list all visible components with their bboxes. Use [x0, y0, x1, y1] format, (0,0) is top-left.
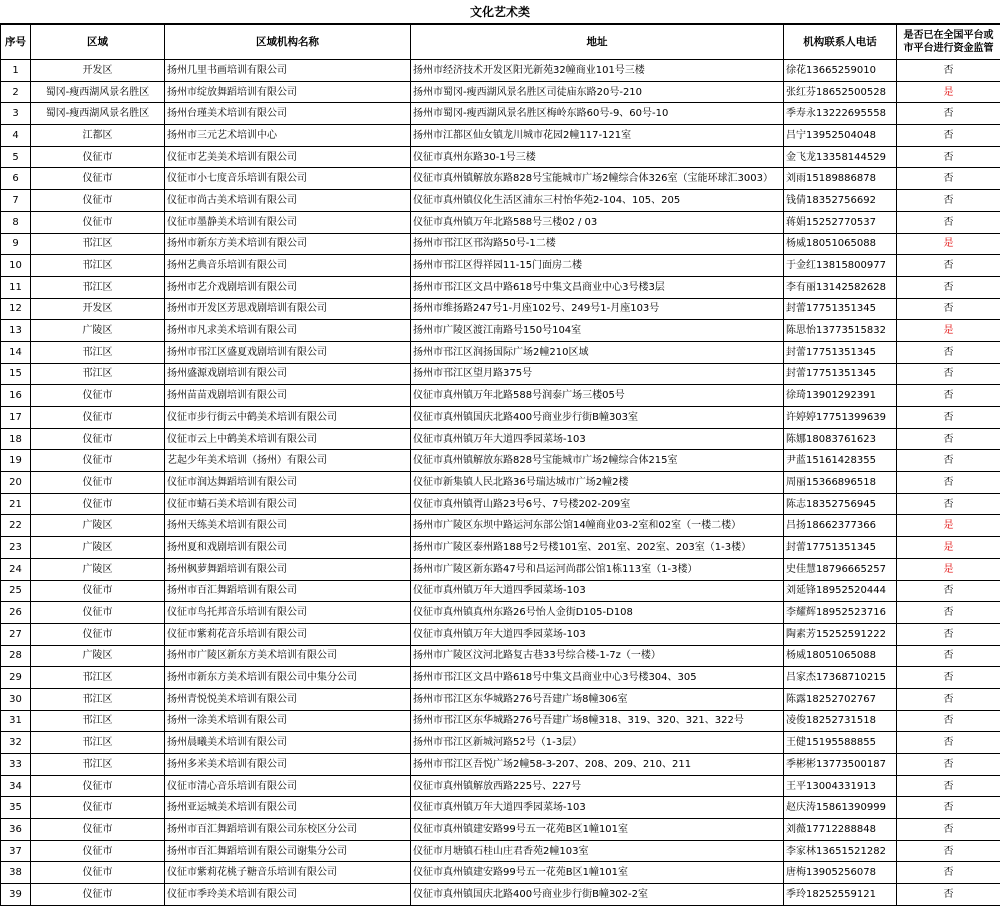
- cell-address: 仪征市真州镇建安路99号五一花苑B区1幢101室: [411, 819, 784, 841]
- cell-address: 扬州市邗江区邗沟路50号-1二楼: [411, 233, 784, 255]
- cell-address: 仪征市真州镇解放东路828号宝能城市广场2幢综合体215室: [411, 450, 784, 472]
- cell-address: 仪征市真州东路30-1号三楼: [411, 146, 784, 168]
- cell-org-name: 扬州市三元艺术培训中心: [165, 125, 411, 147]
- table-row: [1, 211, 1000, 233]
- cell-region: 蜀冈-瘦西湖风景名胜区: [31, 103, 165, 125]
- cell-contact: 陈娜18083761623: [784, 428, 897, 450]
- cell-index: 8: [1, 211, 31, 233]
- cell-org-name: 扬州市邗江区盛夏戏剧培训有限公司: [165, 341, 411, 363]
- cell-region: 邗江区: [31, 233, 165, 255]
- cell-index: 35: [1, 797, 31, 819]
- cell-index: 26: [1, 602, 31, 624]
- table-row: [1, 645, 1000, 667]
- cell-supervised: 否: [897, 472, 1000, 494]
- cell-address: 扬州市广陵区泰州路188号2号楼101室、201室、202室、203室（1-3楼）: [411, 537, 784, 559]
- cell-region: 蜀冈-瘦西湖风景名胜区: [31, 81, 165, 103]
- cell-supervised: 否: [897, 840, 1000, 862]
- table-row: [1, 60, 1000, 82]
- cell-org-name: 扬州台瑾美术培训有限公司: [165, 103, 411, 125]
- cell-address: 扬州市广陵区汶河北路复古巷33号综合楼-1-7z（一楼）: [411, 645, 784, 667]
- table-row: [1, 515, 1000, 537]
- cell-org-name: 扬州亚运城美术培训有限公司: [165, 797, 411, 819]
- cell-supervised: 否: [897, 775, 1000, 797]
- cell-supervised: 是: [897, 233, 1000, 255]
- cell-region: 邗江区: [31, 363, 165, 385]
- cell-index: 24: [1, 558, 31, 580]
- cell-org-name: 仪征市清心音乐培训有限公司: [165, 775, 411, 797]
- cell-region: 仪征市: [31, 472, 165, 494]
- cell-contact: 陈露18252702767: [784, 688, 897, 710]
- sheet-title: 文化艺术类: [0, 0, 1000, 24]
- cell-org-name: 扬州一涂美术培训有限公司: [165, 710, 411, 732]
- cell-supervised: 是: [897, 558, 1000, 580]
- cell-contact: 尹蓝15161428355: [784, 450, 897, 472]
- cell-contact: 许婷婷17751399639: [784, 407, 897, 429]
- cell-region: 仪征市: [31, 580, 165, 602]
- cell-org-name: 仪征市蜻石美术培训有限公司: [165, 493, 411, 515]
- cell-contact: 李有丽13142582628: [784, 276, 897, 298]
- cell-contact: 季彬彬13773500187: [784, 754, 897, 776]
- cell-address: 仪征市真州镇解放西路225号、227号: [411, 775, 784, 797]
- table-row: [1, 428, 1000, 450]
- cell-address: 扬州市广陵区东坝中路运河东部公馆14幢商业03-2室和02室（一楼二楼）: [411, 515, 784, 537]
- cell-region: 仪征市: [31, 146, 165, 168]
- cell-contact: 吕家杰17368710215: [784, 667, 897, 689]
- cell-address: 仪征市真州镇解放东路828号宝能城市广场2幢综合体326室（宝能环球汇3003）: [411, 168, 784, 190]
- cell-supervised: 否: [897, 819, 1000, 841]
- table-row: [1, 276, 1000, 298]
- cell-org-name: 仪征市墨静美术培训有限公司: [165, 211, 411, 233]
- table-row: [1, 341, 1000, 363]
- cell-supervised: 否: [897, 602, 1000, 624]
- cell-index: 11: [1, 276, 31, 298]
- cell-address: 扬州市广陵区新东路47号和昌运河尚郡公馆1栋113室（1-3楼）: [411, 558, 784, 580]
- cell-contact: 陈志18352756945: [784, 493, 897, 515]
- cell-region: 广陵区: [31, 320, 165, 342]
- cell-contact: 张红芬18652500528: [784, 81, 897, 103]
- cell-org-name: 扬州夏和戏剧培训有限公司: [165, 537, 411, 559]
- cell-region: 仪征市: [31, 168, 165, 190]
- header-contact: 机构联系人电话: [784, 25, 897, 60]
- table-row: [1, 103, 1000, 125]
- cell-address: 扬州市邗江区望月路375号: [411, 363, 784, 385]
- cell-address: 扬州市广陵区渡江南路号150号104室: [411, 320, 784, 342]
- table-row: [1, 710, 1000, 732]
- table-row: [1, 602, 1000, 624]
- cell-org-name: 仪征市步行街云中鹤美术培训有限公司: [165, 407, 411, 429]
- cell-supervised: 否: [897, 103, 1000, 125]
- table-row: [1, 320, 1000, 342]
- cell-address: 扬州市邗江区文昌中路618号中集文昌商业中心3号楼3层: [411, 276, 784, 298]
- cell-contact: 赵庆涛15861390999: [784, 797, 897, 819]
- cell-supervised: 是: [897, 537, 1000, 559]
- cell-org-name: 仪征市季玲美术培训有限公司: [165, 884, 411, 906]
- cell-region: 广陵区: [31, 515, 165, 537]
- cell-supervised: 否: [897, 645, 1000, 667]
- cell-address: 仪征市真州镇万年大道四季园菜场-103: [411, 580, 784, 602]
- table-row: [1, 190, 1000, 212]
- cell-address: 仪征市新集镇人民北路36号瑞达城市广场2幢2楼: [411, 472, 784, 494]
- cell-contact: 封蕾17751351345: [784, 341, 897, 363]
- cell-address: 扬州市邗江区吾悦广场2幢58-3-207、208、209、210、211: [411, 754, 784, 776]
- cell-org-name: 仪征市小七度音乐培训有限公司: [165, 168, 411, 190]
- table-row: [1, 558, 1000, 580]
- cell-region: 仪征市: [31, 775, 165, 797]
- table-row: [1, 363, 1000, 385]
- cell-index: 20: [1, 472, 31, 494]
- cell-contact: 史佳慧18796665257: [784, 558, 897, 580]
- cell-address: 仪征市真州镇真州东路26号怡人金街D105-D108: [411, 602, 784, 624]
- cell-supervised: 否: [897, 797, 1000, 819]
- cell-supervised: 否: [897, 688, 1000, 710]
- cell-index: 19: [1, 450, 31, 472]
- header-row: [1, 25, 1000, 60]
- header-org-name: 区域机构名称: [165, 25, 411, 60]
- cell-contact: 李家林13651521282: [784, 840, 897, 862]
- table-row: [1, 797, 1000, 819]
- cell-org-name: 扬州市绽放舞蹈培训有限公司: [165, 81, 411, 103]
- table-row: [1, 754, 1000, 776]
- cell-region: 仪征市: [31, 797, 165, 819]
- cell-index: 14: [1, 341, 31, 363]
- cell-supervised: 否: [897, 884, 1000, 906]
- cell-contact: 于金红13815800977: [784, 255, 897, 277]
- table-row: [1, 255, 1000, 277]
- table-row: [1, 385, 1000, 407]
- cell-supervised: 否: [897, 255, 1000, 277]
- table-row: [1, 81, 1000, 103]
- cell-org-name: 扬州市百汇舞蹈培训有限公司: [165, 580, 411, 602]
- table-row: [1, 168, 1000, 190]
- cell-index: 22: [1, 515, 31, 537]
- cell-org-name: 仪征市鸟托邦音乐培训有限公司: [165, 602, 411, 624]
- cell-contact: 封蕾17751351345: [784, 537, 897, 559]
- cell-org-name: 仪征市润达舞蹈培训有限公司: [165, 472, 411, 494]
- cell-index: 33: [1, 754, 31, 776]
- cell-contact: 钱倩18352756692: [784, 190, 897, 212]
- cell-supervised: 否: [897, 385, 1000, 407]
- cell-contact: 吕扬18662377366: [784, 515, 897, 537]
- cell-region: 仪征市: [31, 407, 165, 429]
- cell-org-name: 扬州青悦悦美术培训有限公司: [165, 688, 411, 710]
- cell-address: 扬州市蜀冈-瘦西湖风景名胜区梅岭东路60号-9、60号-10: [411, 103, 784, 125]
- cell-supervised: 否: [897, 754, 1000, 776]
- cell-region: 仪征市: [31, 190, 165, 212]
- cell-contact: 封蕾17751351345: [784, 363, 897, 385]
- cell-region: 仪征市: [31, 623, 165, 645]
- table-row: [1, 819, 1000, 841]
- cell-contact: 刘延锋18952520444: [784, 580, 897, 602]
- cell-index: 21: [1, 493, 31, 515]
- cell-index: 9: [1, 233, 31, 255]
- cell-region: 邗江区: [31, 688, 165, 710]
- cell-org-name: 扬州市凡求美术培训有限公司: [165, 320, 411, 342]
- cell-org-name: 扬州市百汇舞蹈培训有限公司东校区分公司: [165, 819, 411, 841]
- cell-address: 扬州市邗江区得祥园11-15门面房二楼: [411, 255, 784, 277]
- cell-address: 仪征市真州镇万年北路588号润泰广场三楼05号: [411, 385, 784, 407]
- cell-address: 仪征市月塘镇石桂山庄君香苑2幢103室: [411, 840, 784, 862]
- cell-supervised: 是: [897, 515, 1000, 537]
- cell-contact: 徐花13665259010: [784, 60, 897, 82]
- cell-index: 6: [1, 168, 31, 190]
- cell-contact: 季玲18252559121: [784, 884, 897, 906]
- cell-index: 13: [1, 320, 31, 342]
- cell-address: 扬州市邗江区东华城路276号吾建广场8幢306室: [411, 688, 784, 710]
- header-index: 序号: [1, 25, 31, 60]
- cell-supervised: 否: [897, 407, 1000, 429]
- cell-contact: 季寿永13222695558: [784, 103, 897, 125]
- cell-contact: 蒋娟15252770537: [784, 211, 897, 233]
- cell-org-name: 扬州市艺介戏剧培训有限公司: [165, 276, 411, 298]
- cell-index: 18: [1, 428, 31, 450]
- cell-index: 16: [1, 385, 31, 407]
- cell-index: 38: [1, 862, 31, 884]
- cell-region: 江都区: [31, 125, 165, 147]
- cell-supervised: 否: [897, 341, 1000, 363]
- cell-address: 仪征市真州镇国庆北路400号商业步行街B幢303室: [411, 407, 784, 429]
- cell-index: 17: [1, 407, 31, 429]
- cell-index: 27: [1, 623, 31, 645]
- cell-org-name: 扬州艺典音乐培训有限公司: [165, 255, 411, 277]
- cell-region: 仪征市: [31, 840, 165, 862]
- cell-region: 邗江区: [31, 754, 165, 776]
- cell-region: 邗江区: [31, 732, 165, 754]
- cell-address: 扬州市江都区仙女镇龙川城市花园2幢117-121室: [411, 125, 784, 147]
- header-region: 区域: [31, 25, 165, 60]
- cell-region: 仪征市: [31, 428, 165, 450]
- header-address: 地址: [411, 25, 784, 60]
- table-row: [1, 450, 1000, 472]
- cell-supervised: 否: [897, 211, 1000, 233]
- cell-org-name: 仪征市艺美美术培训有限公司: [165, 146, 411, 168]
- cell-index: 12: [1, 298, 31, 320]
- cell-contact: 金飞龙13358144529: [784, 146, 897, 168]
- cell-contact: 杨威18051065088: [784, 645, 897, 667]
- cell-contact: 陈思怡13773515832: [784, 320, 897, 342]
- cell-supervised: 否: [897, 168, 1000, 190]
- cell-index: 39: [1, 884, 31, 906]
- cell-index: 34: [1, 775, 31, 797]
- cell-region: 开发区: [31, 298, 165, 320]
- table-row: [1, 862, 1000, 884]
- cell-region: 邗江区: [31, 276, 165, 298]
- cell-index: 29: [1, 667, 31, 689]
- cell-supervised: 否: [897, 190, 1000, 212]
- table-row: [1, 146, 1000, 168]
- cell-org-name: 仪征市紫莉花桃子糖音乐培训有限公司: [165, 862, 411, 884]
- cell-address: 仪征市真州镇仪化生活区浦东三村怡华苑2-104、105、205: [411, 190, 784, 212]
- cell-region: 仪征市: [31, 385, 165, 407]
- cell-contact: 周丽15366896518: [784, 472, 897, 494]
- cell-supervised: 否: [897, 450, 1000, 472]
- cell-index: 5: [1, 146, 31, 168]
- table-row: [1, 775, 1000, 797]
- table-row: [1, 840, 1000, 862]
- table-row: [1, 667, 1000, 689]
- cell-contact: 吕宁13952504048: [784, 125, 897, 147]
- cell-index: 36: [1, 819, 31, 841]
- cell-org-name: 扬州盛源戏剧培训有限公司: [165, 363, 411, 385]
- cell-address: 仪征市真州镇万年大道四季园菜场-103: [411, 623, 784, 645]
- table-body: [1, 60, 1000, 906]
- cell-supervised: 否: [897, 363, 1000, 385]
- cell-org-name: 仪征市云上中鹤美术培训有限公司: [165, 428, 411, 450]
- cell-supervised: 否: [897, 493, 1000, 515]
- cell-org-name: 扬州几里书画培训有限公司: [165, 60, 411, 82]
- cell-org-name: 扬州市新东方美术培训有限公司: [165, 233, 411, 255]
- cell-org-name: 仪征市紫莉花音乐培训有限公司: [165, 623, 411, 645]
- table-row: [1, 493, 1000, 515]
- cell-contact: 王平13004331913: [784, 775, 897, 797]
- cell-address: 仪征市真州镇国庆北路400号商业步行街B幢302-2室: [411, 884, 784, 906]
- cell-org-name: 扬州市新东方美术培训有限公司中集分公司: [165, 667, 411, 689]
- cell-index: 10: [1, 255, 31, 277]
- cell-region: 仪征市: [31, 493, 165, 515]
- cell-supervised: 否: [897, 298, 1000, 320]
- cell-org-name: 扬州市百汇舞蹈培训有限公司谢集分公司: [165, 840, 411, 862]
- cell-region: 仪征市: [31, 450, 165, 472]
- cell-address: 扬州市经济技术开发区阳光新苑32幢商业101号三楼: [411, 60, 784, 82]
- cell-index: 15: [1, 363, 31, 385]
- cell-region: 广陵区: [31, 645, 165, 667]
- cell-supervised: 否: [897, 710, 1000, 732]
- cell-region: 仪征市: [31, 884, 165, 906]
- cell-region: 开发区: [31, 60, 165, 82]
- cell-region: 邗江区: [31, 667, 165, 689]
- cell-supervised: 是: [897, 320, 1000, 342]
- cell-contact: 封蕾17751351345: [784, 298, 897, 320]
- table-row: [1, 472, 1000, 494]
- header-supervised: 是否已在全国平台或市平台进行资金监管: [897, 25, 1000, 60]
- cell-region: 仪征市: [31, 819, 165, 841]
- cell-supervised: 否: [897, 667, 1000, 689]
- cell-index: 1: [1, 60, 31, 82]
- cell-org-name: 扬州市广陵区新东方美术培训有限公司: [165, 645, 411, 667]
- cell-address: 扬州市邗江区新城河路52号（1-3层）: [411, 732, 784, 754]
- cell-org-name: 扬州市开发区芳思戏剧培训有限公司: [165, 298, 411, 320]
- cell-address: 仪征市真州镇胥山路23号6号、7号楼202-209室: [411, 493, 784, 515]
- cell-contact: 杨威18051065088: [784, 233, 897, 255]
- cell-address: 仪征市真州镇万年大道四季园菜场-103: [411, 797, 784, 819]
- cell-org-name: 扬州苗苗戏剧培训有限公司: [165, 385, 411, 407]
- cell-contact: 李耀辉18952523716: [784, 602, 897, 624]
- cell-index: 7: [1, 190, 31, 212]
- cell-index: 4: [1, 125, 31, 147]
- cell-supervised: 否: [897, 428, 1000, 450]
- cell-address: 扬州市邗江区东华城路276号吾建广场8幢318、319、320、321、322号: [411, 710, 784, 732]
- table-row: [1, 125, 1000, 147]
- cell-address: 扬州市维扬路247号1-月座102号、249号1-月座103号: [411, 298, 784, 320]
- cell-contact: 陶素芳15252591222: [784, 623, 897, 645]
- data-table: [0, 24, 1000, 906]
- cell-supervised: 否: [897, 60, 1000, 82]
- cell-contact: 刘雨15189886878: [784, 168, 897, 190]
- table-row: [1, 732, 1000, 754]
- cell-supervised: 否: [897, 146, 1000, 168]
- cell-address: 扬州市蜀冈-瘦西湖风景名胜区司徒庙东路20号-210: [411, 81, 784, 103]
- cell-address: 仪征市真州镇万年北路588号三楼02 / 03: [411, 211, 784, 233]
- cell-region: 邗江区: [31, 710, 165, 732]
- table-row: [1, 537, 1000, 559]
- table-row: [1, 884, 1000, 906]
- cell-supervised: 否: [897, 125, 1000, 147]
- cell-address: 扬州市邗江区润扬国际广场2幢210区域: [411, 341, 784, 363]
- cell-contact: 徐琦13901292391: [784, 385, 897, 407]
- cell-index: 2: [1, 81, 31, 103]
- table-row: [1, 623, 1000, 645]
- table-row: [1, 688, 1000, 710]
- cell-region: 仪征市: [31, 602, 165, 624]
- cell-supervised: 否: [897, 276, 1000, 298]
- table-row: [1, 298, 1000, 320]
- cell-index: 32: [1, 732, 31, 754]
- cell-supervised: 是: [897, 81, 1000, 103]
- cell-supervised: 否: [897, 623, 1000, 645]
- cell-org-name: 扬州晨曦美术培训有限公司: [165, 732, 411, 754]
- cell-org-name: 仪征市尚古美术培训有限公司: [165, 190, 411, 212]
- cell-supervised: 否: [897, 732, 1000, 754]
- table-row: [1, 580, 1000, 602]
- cell-address: 仪征市真州镇建安路99号五一花苑B区1幢101室: [411, 862, 784, 884]
- cell-org-name: 艺起少年美术培训（扬州）有限公司: [165, 450, 411, 472]
- cell-region: 邗江区: [31, 341, 165, 363]
- cell-contact: 凌俊18252731518: [784, 710, 897, 732]
- cell-supervised: 否: [897, 580, 1000, 602]
- cell-region: 广陵区: [31, 558, 165, 580]
- cell-region: 仪征市: [31, 211, 165, 233]
- cell-address: 扬州市邗江区文昌中路618号中集文昌商业中心3号楼304、305: [411, 667, 784, 689]
- cell-contact: 刘薇17712288848: [784, 819, 897, 841]
- cell-org-name: 扬州多米美术培训有限公司: [165, 754, 411, 776]
- cell-region: 广陵区: [31, 537, 165, 559]
- cell-contact: 王健15195588855: [784, 732, 897, 754]
- cell-contact: 唐梅13905256078: [784, 862, 897, 884]
- cell-index: 30: [1, 688, 31, 710]
- cell-index: 23: [1, 537, 31, 559]
- cell-org-name: 扬州天练美术培训有限公司: [165, 515, 411, 537]
- cell-index: 3: [1, 103, 31, 125]
- cell-region: 邗江区: [31, 255, 165, 277]
- table-row: [1, 233, 1000, 255]
- cell-index: 25: [1, 580, 31, 602]
- table-row: [1, 407, 1000, 429]
- cell-index: 28: [1, 645, 31, 667]
- cell-supervised: 否: [897, 862, 1000, 884]
- cell-region: 仪征市: [31, 862, 165, 884]
- cell-index: 31: [1, 710, 31, 732]
- cell-index: 37: [1, 840, 31, 862]
- cell-org-name: 扬州枫萝舞蹈培训有限公司: [165, 558, 411, 580]
- cell-address: 仪征市真州镇万年大道四季园菜场-103: [411, 428, 784, 450]
